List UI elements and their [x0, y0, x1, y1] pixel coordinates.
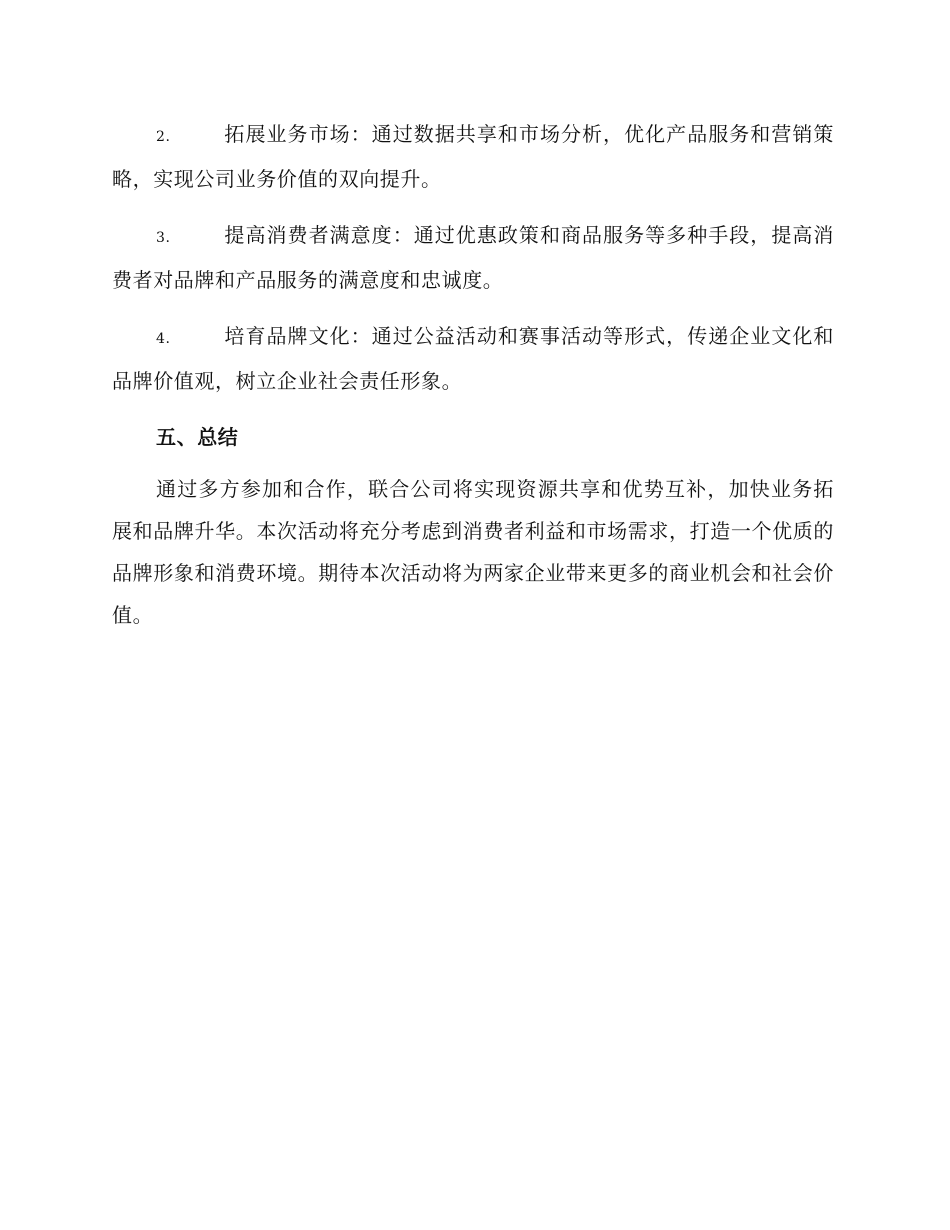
- list-item-number: 4.: [156, 331, 171, 347]
- list-item-number: 2.: [156, 129, 171, 145]
- document-content: [112, 113, 834, 636]
- section-heading: 五、总结: [156, 425, 239, 449]
- list-item-text: 拓展业务市场：通过数据共享和市场分析，优化产品服务和营销策略，实现公司业务价值的双向提升。: [112, 122, 834, 191]
- list-item: [112, 214, 834, 301]
- list-item-text: 提高消费者满意度：通过优惠政策和商品服务等多种手段，提高消费者对品牌和产品服务的满意度和忠诚度。: [112, 223, 834, 292]
- list-item-text: 培育品牌文化：通过公益活动和赛事活动等形式，传递企业文化和品牌价值观，树立企业社会责任形象。: [112, 324, 834, 393]
- summary-paragraph: 通过多方参加和合作，联合公司将实现资源共享和优势互补，加快业务拓展和品牌升华。本次活动将充分考虑到消费者利益和市场需求，打造一个优质的品牌形象和消费环境。期待本次活动将为两家企业带来更多的商业机会和社会价值。: [112, 477, 834, 627]
- list-item: [112, 315, 834, 402]
- list-item: [112, 113, 834, 200]
- list-item-number: 3.: [156, 230, 171, 246]
